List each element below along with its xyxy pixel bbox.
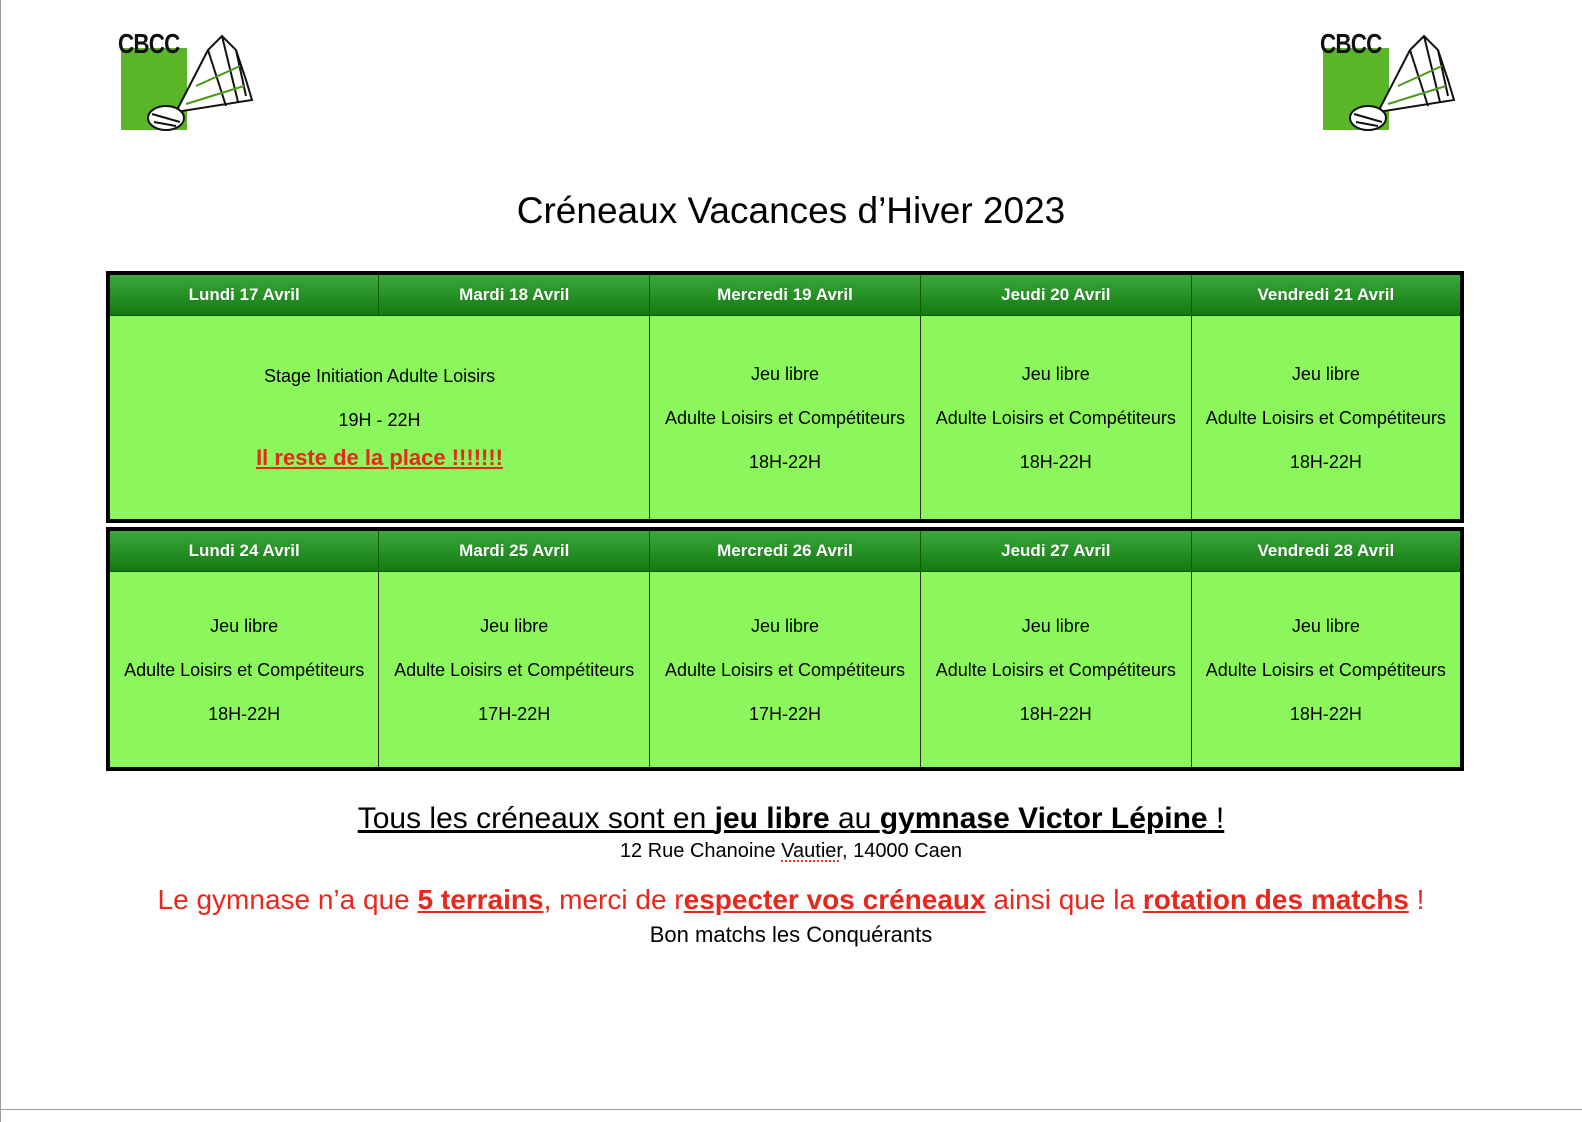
slot-hours: 18H-22H [208,703,281,724]
page-border-bottom [0,1109,1582,1110]
warning-text: ! [1408,884,1425,915]
address-text: 12 Rue Chanoine [619,840,782,862]
info-text: Tous les créneaux sont en [357,802,715,835]
warning-bold-terrains: 5 terrains [417,884,544,915]
day-header-row [108,273,1462,316]
slot-type: Jeu libre [750,363,820,384]
slot-row [108,572,1462,770]
logo-text: CBCC [118,28,180,59]
info-text: au [829,802,880,835]
day-header: Vendredi 21 Avril [1191,273,1462,316]
slot-cell [1191,572,1462,770]
slot-cell [108,572,379,770]
warning-text: Le gymnase n’a que [157,884,418,915]
slot-cell [379,572,650,770]
page-border [0,0,1,1122]
info-text: ! [1207,802,1225,835]
slot-hours: 17H-22H [478,703,551,724]
day-header: Vendredi 28 Avril [1191,529,1462,572]
day-header: Lundi 24 Avril [108,529,379,572]
slot-cell [650,572,921,770]
slot-row [108,316,1462,522]
slot-cell [920,572,1191,770]
slot-cell [650,316,921,522]
slot-audience: Adulte Loisirs et Compétiteurs [394,659,635,680]
slot-hours: 17H-22H [748,703,822,724]
warning-line [0,884,1582,916]
address-street-name: Vautier [781,840,842,862]
day-header: Jeudi 27 Avril [920,529,1191,572]
schedule-week-1 [106,271,1464,523]
day-header: Lundi 17 Avril [108,273,379,316]
slot-audience: Adulte Loisirs et Compétiteurs [1205,407,1446,428]
slot-type: Jeu libre [1291,615,1360,636]
slot-type: Jeu libre [480,615,549,636]
slot-hours: 18H-22H [1019,703,1092,724]
day-header-row [108,529,1462,572]
warning-bold-rotation: rotation des matchs [1142,884,1409,915]
schedule-week-2 [106,527,1464,771]
warning-bold-creneaux: especter vos créneaux [683,884,986,915]
day-header: Mardi 25 Avril [379,529,650,572]
day-header: Mercredi 19 Avril [650,273,921,316]
slot-hours: 18H-22H [1289,451,1362,472]
club-logo-right [1318,22,1458,132]
slot-type: Jeu libre [1021,363,1090,384]
slot-type: Jeu libre [750,615,820,636]
stage-label: Stage Initiation Adulte Loisirs [263,365,496,386]
slot-hours: 18H-22H [1019,451,1092,472]
warning-text: , merci de r [543,884,684,915]
slot-type: Jeu libre [210,615,279,636]
slot-hours: 18H-22H [748,451,822,472]
day-header: Mercredi 26 Avril [650,529,921,572]
slot-hours: 18H-22H [1289,703,1362,724]
day-header: Jeudi 20 Avril [920,273,1191,316]
signoff: Bon matchs les Conquérants [649,922,933,947]
slot-cell [1191,316,1462,522]
address-text: , 14000 Caen [841,840,963,862]
slot-audience: Adulte Loisirs et Compétiteurs [935,659,1176,680]
page-title: Créneaux Vacances d’Hiver 2023 [516,190,1066,231]
slot-audience: Adulte Loisirs et Compétiteurs [935,407,1176,428]
day-header: Mardi 18 Avril [379,273,650,316]
availability-notice: Il reste de la place !!!!!!! [256,444,504,470]
gym-address [0,840,1582,863]
info-bold-gymnase: gymnase Victor Lépine [879,802,1208,835]
slot-type: Jeu libre [1021,615,1090,636]
slot-audience: Adulte Loisirs et Compétiteurs [124,659,365,680]
slot-audience: Adulte Loisirs et Compétiteurs [664,659,906,680]
logo-text: CBCC [1320,28,1382,59]
info-bold-jeu-libre: jeu libre [714,802,830,835]
info-line [0,802,1582,836]
slot-cell [920,316,1191,522]
slot-type: Jeu libre [1291,363,1360,384]
club-logo-left [116,22,256,132]
slot-audience: Adulte Loisirs et Compétiteurs [664,407,906,428]
stage-hours: 19H - 22H [338,409,421,430]
warning-text: ainsi que la [985,884,1143,915]
stage-cell [108,316,650,522]
slot-audience: Adulte Loisirs et Compétiteurs [1205,659,1446,680]
